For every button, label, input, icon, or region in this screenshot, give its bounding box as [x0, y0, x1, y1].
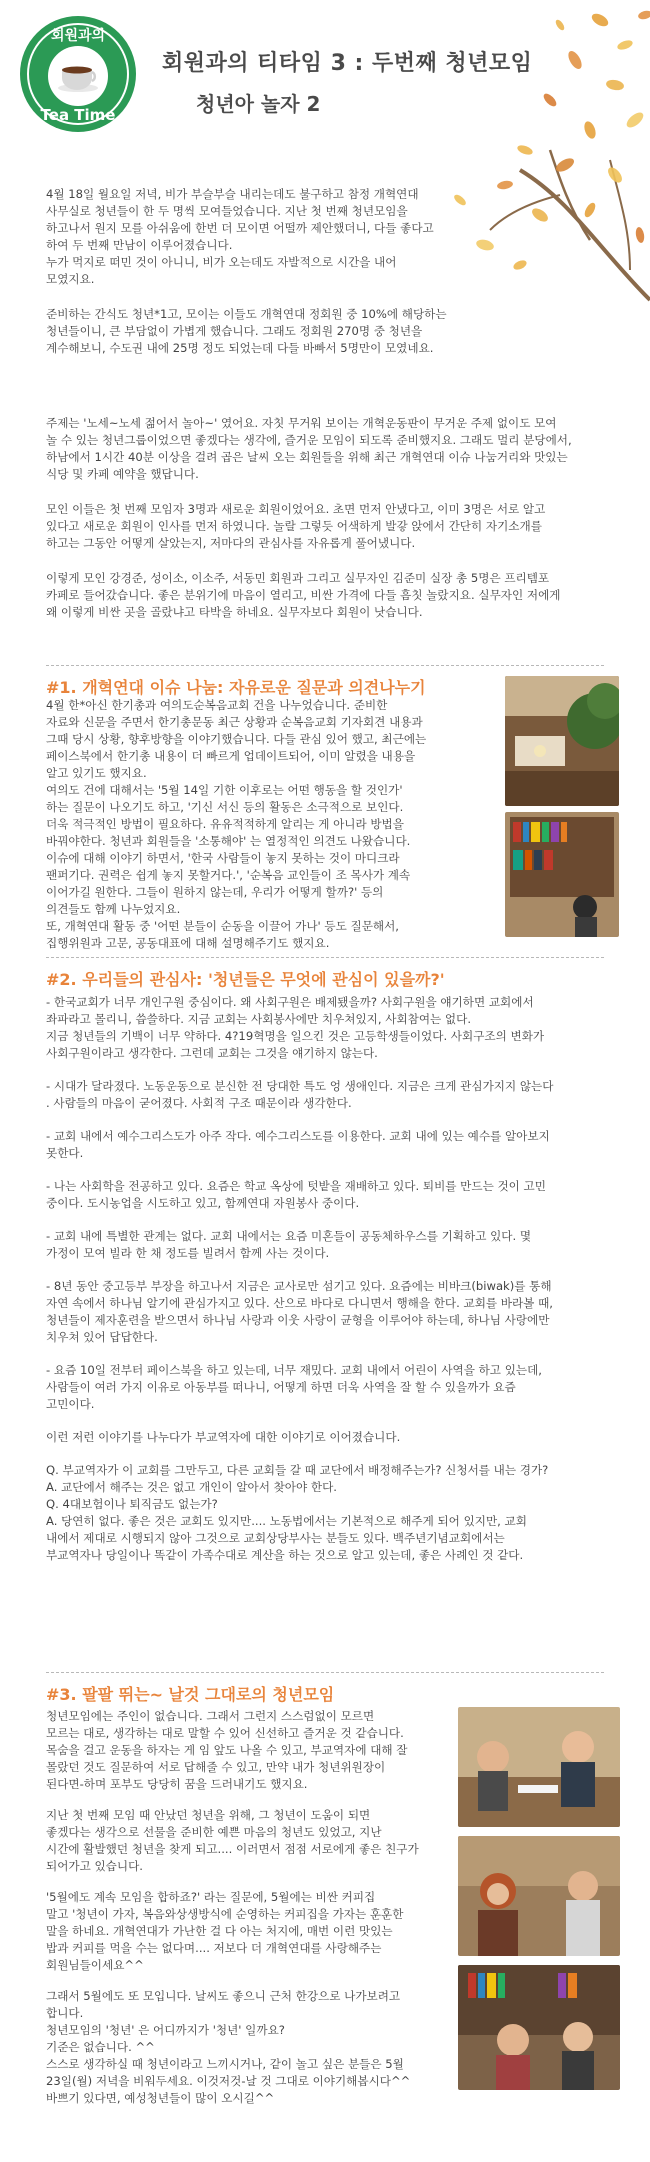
- section2-paragraph: - 요즘 10일 전부터 페이스북을 하고 있는데, 너무 재밌다. 교회 내에서 어린이 사역을 하고 있는데, 사람들이 여러 가지 이유로 아동부를 떠나니, 어떻게 하면 더욱 사역을 잘 할 수 있을까가 요즘 고민이다.: [46, 1363, 542, 1411]
- section2-qa: Q. 부교역자가 이 교회를 그만두고, 다른 교회들 갈 때 교단에서 배정해주는가? 신청서를 내는 경가? A. 교단에서 해주는 것은 없고 개인이 알아서 찾아야 한다. Q. 4대보험이나 퇴직금도 없는가? A. 당연히 없다. 좋은 것은 교회도 있지만.... 노동법에서는 기본적으로 해주게 되어 있지만, 교회 내에서 제대로 시행되지 않아 그것으로 교회상당부사는 분들도 있다. 백주년기념교회에서는 부교역자나 당일이나 똑같이 가족수대로 계산을 하는 것으로 알고 있는데, 좋은 사례인 것 같다.: [46, 1463, 549, 1562]
- main-paragraph: 모인 이들은 첫 번째 모임자 3명과 새로운 회원이었어요. 초면 먼저 안냈다고, 이미 3명은 서로 알고 있다고 새로운 회원이 인사를 먼저 하였니다. 놀랄 그렇듯 어색하게 발갛 앉에서 간단히 자기소개를 하고는 그동안 어떻게 살았는지, 저마다의 관심사를 자유롭게 풀어냈니다.: [46, 502, 546, 550]
- section1-paragraph: 4월 한*아신 한기총과 여의도순복음교회 건을 나누었습니다. 준비한 자료와 신문을 주면서 한기총문동 최근 상황과 순복음교회 기자회견 내용과 그때 당시 상황, 향후방향을 이야기했습니다. 다들 관심 있어 했고, 최근에는 페이스북에서 한기총 내용이 더 빠르게 업데이트되어, 이미 알렸을 내용을 알고 있기도 했지요. 여의도 건에 대해서는 '5월 14일 기한 이후로는 어떤 행동을 할 것인가' 하는 질문이 나오기도 하고, '기신 서신 등의 활동은 소극적으로 보인다. 더욱 적극적인 방법이 필요하다. 유유적적하게 알리는 게 아니라 방법을 바꿔야한다. 청년과 회원들을 '소통해야' 는 열정적인 의견도 나왔습니다. 이슈에 대해 이야기 하면서, '한국 사람들이 놓지 못하는 것이 마디크라 팬퍼기다. 권력은 쉽게 놓지 못할거다.', '순복음 교인들이 조 목사가 계속 이어가길 원한다. 그들이 원하지 않는데, 우리가 어떻게 할까?' 등의 의견들도 함께 나누었지요. 또, 개혁연대 활동 중 '어떤 분들이 순동을 이끌어 가나' 등도 질문해서, 집행위원과 고문, 공동대표에 대해 설명해주기도 했지요.: [46, 698, 427, 950]
- section-divider: [46, 665, 604, 666]
- main-paragraph: 이렇게 모인 강경준, 성이소, 이소주, 서동민 회원과 그리고 실무자인 김준미 실장 총 5명은 프리템포 카페로 들어갔습니다. 좋은 분위기에 마음이 열리고, 비싼 가격에 다들 흠칫 놀랐지요. 실무자인 저에게 왜 이렇게 비싼 곳을 골랐냐고 타박을 하네요. 실무자보다 회원이 낫습니다.: [46, 571, 561, 619]
- section2-title-quote: '청년들은 무엇에 관심이 있을까?': [207, 970, 445, 989]
- section2-paragraph: - 나는 사회학을 전공하고 있다. 요즘은 학교 옥상에 텃밭을 재배하고 있다. 퇴비를 만드는 것이 고민 중이다. 도시농업을 시도하고 있고, 함께연대 자원봉사 중이다.: [46, 1179, 546, 1210]
- section2-paragraph: - 교회 내에서 예수그리스도가 아주 작다. 예수그리스도를 이용한다. 교회 내에 있는 예수를 알아보지 못한다.: [46, 1129, 550, 1160]
- section2-paragraph: - 시대가 달라졌다. 노동운동으로 분신한 전 당대한 특도 엉 생애인다. 지금은 크게 관심가지지 않는다 . 사람들의 마음이 굳어졌다. 사회적 구조 때문이라 생각한다.: [46, 1079, 554, 1110]
- section3-title: #3. 팔팔 뛰는~ 날것 그대로의 청년모임: [46, 1685, 335, 1704]
- intro-paragraph: 4월 18일 월요일 저녁, 비가 부슬부슬 내리는데도 불구하고 참정 개혁연대 사무실로 청년들이 한 두 명씩 모여들었습니다. 지난 첫 번째 청년모임을 하고나서 원지 모를 아쉬움에 한번 더 모이면 어떨까 제안했더니, 다들 좋다고 하여 두 번째 만남이 이루어졌습니다. 누가 먹지로 떠민 것이 아니니, 비가 오는데도 자발적으로 시간을 내어 모였지요.: [46, 187, 434, 286]
- group-photo-3: [458, 1965, 620, 2090]
- section1-title: #1. 개혁연대 이슈 나눔: 자유로운 질문과 의견나누기: [46, 678, 426, 697]
- section-divider: [46, 1672, 604, 1673]
- intro-paragraph: 준비하는 간식도 청년*1고, 모이는 이들도 개혁연대 정회원 중 10%에 해당하는 청년들이니, 큰 부담없이 가볍게 했습니다. 그래도 정회원 270명 중 청년을 계수해보니, 수도권 내에 25명 정도 되었는데 다들 바빠서 5명만이 모였네요.: [46, 307, 447, 355]
- cafe-interior-photo: [505, 676, 619, 806]
- group-photo-2: [458, 1836, 620, 1956]
- logo-bottom-text: Tea Time: [40, 106, 116, 124]
- bookshelf-photo: [505, 812, 619, 937]
- section3-body: [46, 1708, 456, 2107]
- section1-body: [46, 697, 496, 952]
- section3-paragraph: '5월에도 계속 모임을 합하죠?' 라는 질문에, 5월에는 비싼 커피집 말고 '청년이 가자, 복음와상생방식에 순영하는 커피집을 가자는 훈훈한 말을 하네요. 개혁연대가 가난한 걸 다 아는 처지에, 매번 이런 맛있는 밥과 커피를 먹을 수는 없다며.... 저보다 더 개혁연대를 사랑해주는 회원님들이세요^^: [46, 1890, 404, 1972]
- section3-paragraph: 청년모임에는 주인이 없습니다. 그래서 그런지 스스럼없이 모르면 모르는 대로, 생각하는 대로 말할 수 있어 신선하고 즐거운 것 같습니다. 목숨을 걸고 운동을 하자는 게 임 앞도 나올 수 있고, 부교역자에 대해 잘 몰랐던 것도 질문하여 서로 답해줄 수 있고, 만약 내가 청년위원장이 된다면-하며 포부도 당당히 꿈을 드러내기도 했지요.: [46, 1709, 408, 1791]
- main-section: [46, 415, 626, 621]
- section2-paragraph: - 한국교회가 너무 개인구원 중심이다. 왜 사회구원은 배제됐을까? 사회구원을 얘기하면 교회에서 좌파라고 몰리니, 씁쓸하다. 지금 교회는 사회봉사에만 치우쳐있지, 사회참여는 없다. 지금 청년들의 기백이 너무 약하다. 4?19혁명을 일으킨 것은 고등학생들이었다. 사회구조의 변화가 사회구원이라고 생각한다. 그런데 교회는 그것을 얘기하지 않는다.: [46, 995, 545, 1060]
- section-divider: [46, 957, 604, 958]
- page-subtitle: 청년아 놀자 2: [196, 92, 321, 116]
- section2-title-num: #2. 우리들의 관심사:: [46, 970, 203, 989]
- group-photo-1: [458, 1707, 620, 1827]
- main-paragraph: 주제는 '노세~노세 젊어서 놀아~' 였어요. 자칫 무거워 보이는 개혁운동판이 무거운 주제 없이도 모여 놀 수 있는 청년그룹이었으면 좋겠다는 생각에, 즐거운 모임이 되도록 준비했지요. 그래도 멀리 분당에서, 하남에서 1시간 40분 이상을 걸려 곱은 날씨 오는 회원들을 위해 최근 개혁연대 이슈 나눔거리와 맛있는 식당 및 카페 예약을 했답니다.: [46, 416, 572, 481]
- logo-top-text: 회원과의: [50, 28, 106, 44]
- section3-paragraph: 지난 첫 번째 모임 때 안났던 청년을 위해, 그 청년이 도움이 되면 좋겠다는 생각으로 선물을 준비한 예쁜 마음의 청년도 있었고, 지난 시간에 활발했던 청년을 찾게 되고.... 이러면서 점점 서로에게 좋은 친구가 되어가고 있습니다.: [46, 1808, 419, 1873]
- section2-body: [46, 994, 626, 1564]
- section2-paragraph: - 교회 내에 특별한 관계는 없다. 교회 내에서는 요즘 미혼들이 공동체하우스를 기획하고 있다. 몇 가정이 모여 빌라 한 채 정도를 빌려서 함께 사는 것이다.: [46, 1229, 532, 1260]
- tea-time-logo: [18, 14, 138, 134]
- section2-paragraph: 이런 저런 이야기를 나누다가 부교역자에 대한 이야기로 이어졌습니다.: [46, 1430, 401, 1444]
- section2-title: [46, 967, 445, 990]
- intro-section: [46, 186, 486, 357]
- section3-paragraph: 그래서 5월에도 또 모입니다. 날씨도 좋으니 근처 한강으로 나가보려고 합니다. 청년모임의 '청년' 은 어디까지가 '청년' 일까요? 기준은 없습니다. ^^ 스스로 생각하실 때 청년이라고 느끼시거나, 같이 놀고 싶은 분들은 5월 23일(월) 저녁을 비워두세요. 이것저것-날 것 그대로 이야기해봅시다^^ 바쁘기 있다면, 예성청년들이 많이 오시길^^: [46, 1989, 411, 2105]
- section2-paragraph: - 8년 동안 중고등부 부장을 하고나서 지금은 교사로만 섬기고 있다. 요즘에는 비바크(biwak)를 통해 자연 속에서 하나님 알기에 관심가지고 있다. 산으로 바다로 다니면서 행해을 한다. 교회를 바라볼 때, 청년들이 제자훈련을 받으면서 하나님 사랑과 이웃 사랑이 균형을 이루어야 하는데, 하나님 사랑에만 치우쳐 있어 답답한다.: [46, 1279, 553, 1344]
- page-title: 회원과의 티타임 3 : 두번째 청년모임: [162, 51, 533, 76]
